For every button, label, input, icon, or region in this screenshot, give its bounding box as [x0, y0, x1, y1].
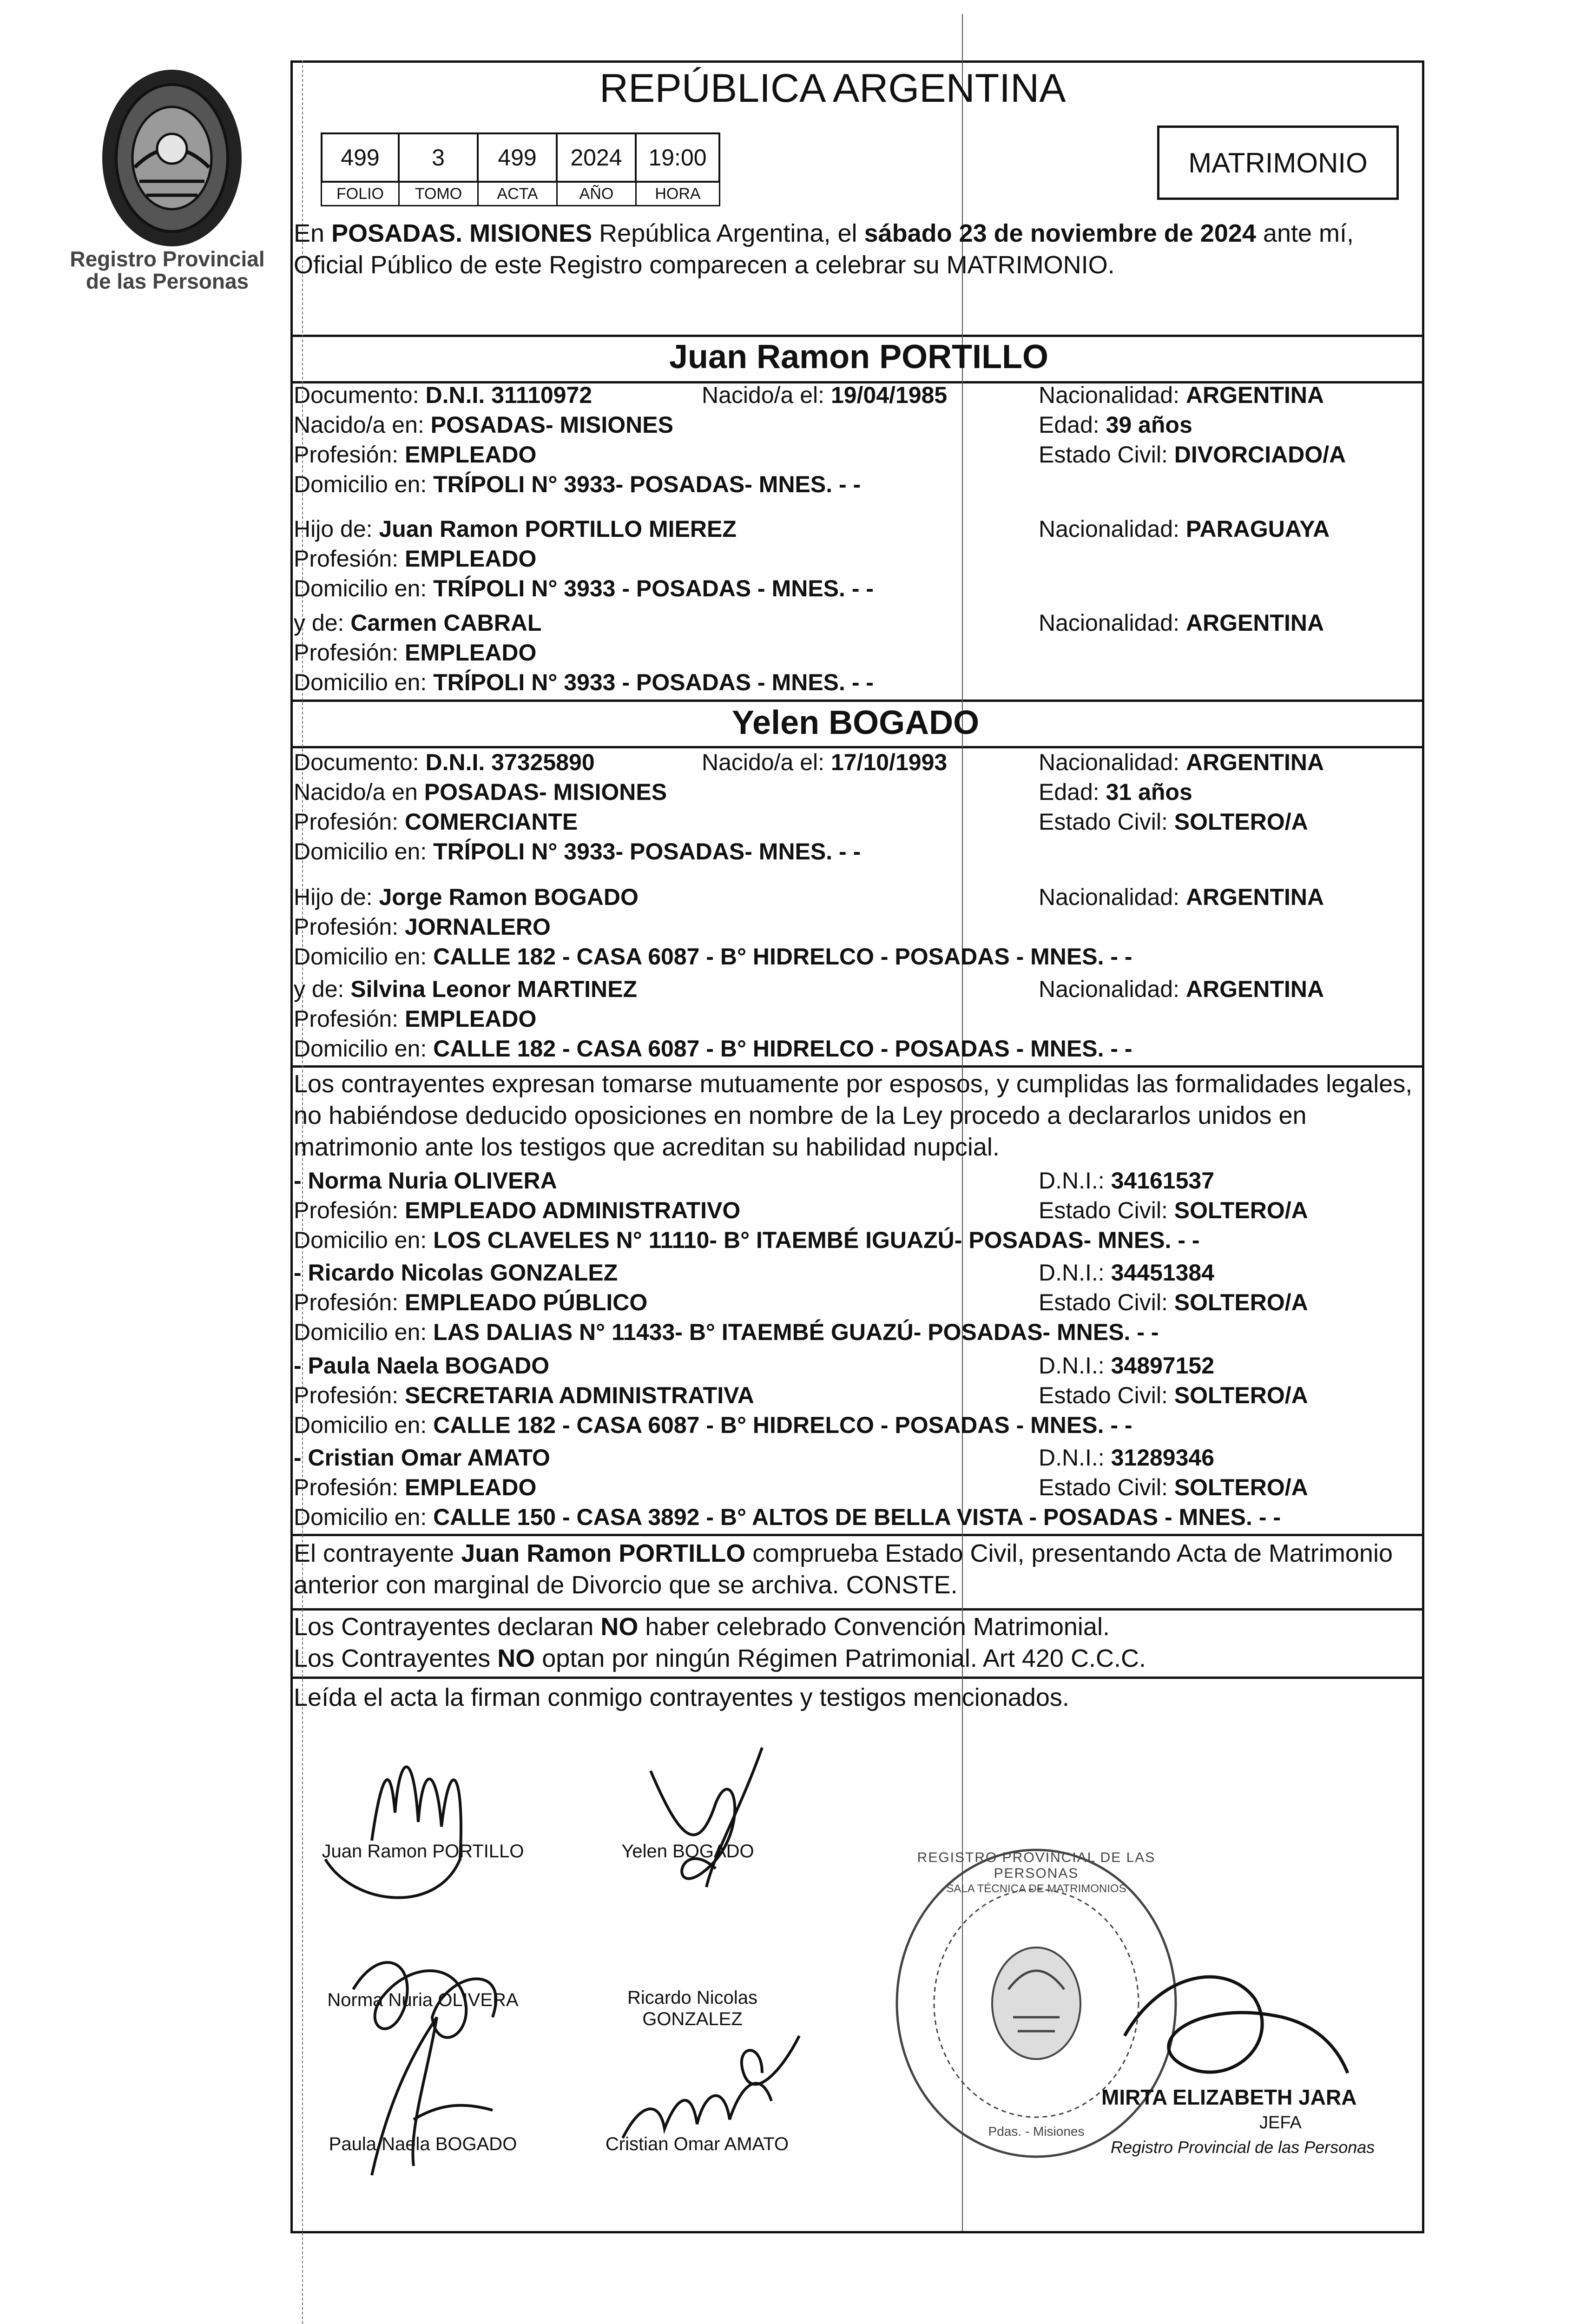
spouse2-name: Yelen BOGADO [732, 704, 980, 741]
page-title: REPÚBLICA ARGENTINA [599, 66, 1066, 111]
witness3-name: - Paula Naela BOGADO [294, 1353, 550, 1379]
spouse2-age: Edad: 31 años [1039, 779, 1192, 805]
official-office: Registro Provincial de las Personas [1111, 2138, 1375, 2157]
divider-5 [290, 1065, 1424, 1068]
stamp-bottom-text: Pdas. - Misiones [988, 2124, 1085, 2139]
spouse2-mother-profession: Profesión: EMPLEADO [294, 1006, 537, 1032]
signature-label-norma: Norma Nuria OLIVERA [327, 1990, 519, 2010]
intro-date: sábado 23 de noviembre de 2024 [864, 219, 1256, 247]
spouse1-father: Hijo de: Juan Ramon PORTILLO MIEREZ [294, 516, 737, 542]
spouse2-mother-nationality: Nacionalidad: ARGENTINA [1039, 976, 1324, 1002]
spouse2-address: Domicilio en: TRÍPOLI N° 3933- POSADAS- MNES. - - [294, 838, 861, 865]
spouse2-mother: y de: Silvina Leonor MARTINEZ [294, 976, 637, 1002]
intro-text-a: En [294, 219, 332, 247]
witness3-address: Domicilio en: CALLE 182 - CASA 6087 - B° HIDRELCO - POSADAS - MNES. - - [294, 1412, 1132, 1438]
intro-text-c: República Argentina, el [592, 219, 864, 247]
hora-value: 19:00 [637, 132, 720, 183]
spouse1-nationality: Nacionalidad: ARGENTINA [1039, 382, 1324, 408]
divider-8 [290, 1677, 1424, 1679]
seal-caption-2: de las Personas [86, 269, 249, 293]
intro-place: POSADAS. MISIONES [331, 219, 592, 247]
signature-label-cristian: Cristian Omar AMATO [605, 2134, 789, 2154]
folio-value: 499 [321, 132, 400, 183]
document-type: MATRIMONIO [1188, 147, 1368, 178]
spouse2-father-profession: Profesión: JORNALERO [294, 914, 551, 940]
official-role: JEFA [1259, 2113, 1302, 2133]
spouse1-age: Edad: 39 años [1039, 412, 1192, 438]
witness2-profession: Profesión: EMPLEADO PÚBLICO [294, 1289, 648, 1315]
regime-note: Los Contrayentes NO optan por ningún Régimen Patrimonial. Art 420 C.C.C. [294, 1644, 1146, 1672]
spouse1-father-profession: Profesión: EMPLEADO [294, 546, 537, 572]
spouse1-address: Domicilio en: TRÍPOLI N° 3933- POSADAS- MNES. - - [294, 471, 861, 497]
spouse2-father: Hijo de: Jorge Ramon BOGADO [294, 884, 639, 910]
witness4-profession: Profesión: EMPLEADO [294, 1474, 537, 1500]
spouse1-father-address: Domicilio en: TRÍPOLI N° 3933 - POSADAS - MNES. - - [294, 575, 874, 601]
spouse2-nationality: Nacionalidad: ARGENTINA [1039, 749, 1324, 775]
spouse1-mother-nationality: Nacionalidad: ARGENTINA [1039, 610, 1324, 636]
convention-note: Los Contrayentes declaran NO haber celebrado Convención Matrimonial. [294, 1613, 1110, 1641]
spouse2-birthplace: Nacido/a en POSADAS- MISIONES [294, 779, 667, 805]
spouse1-profession: Profesión: EMPLEADO [294, 442, 537, 468]
spouse2-father-address: Domicilio en: CALLE 182 - CASA 6087 - B° HIDRELCO - POSADAS - MNES. - - [294, 944, 1132, 970]
seal-caption-1: Registro Provincial [70, 247, 265, 271]
acta-label: ACTA [479, 183, 558, 206]
witness4-civil: Estado Civil: SOLTERO/A [1039, 1474, 1308, 1500]
spouse2-birthdate: Nacido/a el: 17/10/1993 [702, 749, 948, 775]
spouse2-mother-address: Domicilio en: CALLE 182 - CASA 6087 - B° HIDRELCO - POSADAS - MNES. - - [294, 1036, 1132, 1062]
signature-label-juan: Juan Ramon PORTILLO [322, 1841, 524, 1862]
record-acta [479, 132, 558, 206]
record-tomo [400, 132, 479, 206]
witness4-address: Domicilio en: CALLE 150 - CASA 3892 - B° ALTOS DE BELLA VISTA - POSADAS - MNES. - - [294, 1504, 1281, 1530]
witness1-name: - Norma Nuria OLIVERA [294, 1168, 557, 1194]
record-anio [558, 132, 637, 206]
intro-text-e: ante mí, Oficial Público de este Registro comparecen a celebrar su MATRIMONIO. [294, 219, 1354, 279]
provincial-seal [70, 60, 265, 302]
signature-juan [325, 1767, 461, 1897]
signature-cristian [623, 2083, 771, 2138]
spouse2-father-nationality: Nacionalidad: ARGENTINA [1039, 884, 1324, 910]
record-hora [637, 132, 720, 206]
witness2-name: - Ricardo Nicolas GONZALEZ [294, 1260, 618, 1286]
witness4-name: - Cristian Omar AMATO [294, 1445, 550, 1471]
anio-label: AÑO [558, 183, 637, 206]
witness1-civil: Estado Civil: SOLTERO/A [1039, 1197, 1308, 1223]
closing-text: Leída el acta la firman conmigo contrayentes y testigos mencionados. [294, 1684, 1069, 1711]
spouse2-civil-status: Estado Civil: SOLTERO/A [1039, 809, 1308, 835]
spouse2-document: Documento: D.N.I. 37325890 [294, 749, 595, 775]
spouse1-mother: y de: Carmen CABRAL [294, 610, 542, 636]
witness2-address: Domicilio en: LAS DALIAS N° 11433- B° ITAEMBÉ GUAZÚ- POSADAS- MNES. - - [294, 1319, 1159, 1345]
spouse1-birthdate: Nacido/a el: 19/04/1985 [702, 382, 948, 408]
record-folio [321, 132, 400, 206]
spouse2-profession: Profesión: COMERCIANTE [294, 809, 578, 835]
witness3-profession: Profesión: SECRETARIA ADMINISTRATIVA [294, 1382, 754, 1408]
stamp-inner-text: SALA TÉCNICA DE MATRIMONIOS [946, 1882, 1126, 1895]
witness2-dni: D.N.I.: 34451384 [1039, 1260, 1215, 1286]
witness4-dni: D.N.I.: 31289346 [1039, 1445, 1215, 1471]
signature-label-yelen: Yelen BOGADO [621, 1841, 754, 1862]
spouse1-birthplace: Nacido/a en: POSADAS- MISIONES [294, 412, 673, 438]
official-name: MIRTA ELIZABETH JARA [1101, 2085, 1357, 2109]
stamp-outer-text: REGISTRO PROVINCIAL DE LAS PERSONAS [917, 1850, 1156, 1881]
divider-7 [290, 1608, 1424, 1611]
spouse1-father-nationality: Nacionalidad: PARAGUAYA [1039, 516, 1330, 542]
spouse1-document: Documento: D.N.I. 31110972 [294, 382, 592, 408]
record-box [321, 132, 720, 206]
folio-label: FOLIO [321, 183, 400, 206]
witness1-dni: D.N.I.: 34161537 [1039, 1168, 1215, 1194]
spouse1-name: Juan Ramon PORTILLO [669, 338, 1049, 376]
signature-yelen [651, 1748, 762, 1887]
intro-paragraph [294, 218, 1416, 281]
witness2-civil: Estado Civil: SOLTERO/A [1039, 1289, 1308, 1315]
tomo-label: TOMO [400, 183, 479, 206]
divider-6 [290, 1534, 1424, 1536]
declaration-paragraph: Los contrayentes expresan tomarse mutuamente por esposos, y cumplidas las formalidades legales, no habiéndose deducido oposiciones en nombre de la Ley procedo a declararlos unidos en matrimonio ante los testigos que acreditan su habilidad nupcial. [294, 1070, 1413, 1161]
document-type-box [1157, 125, 1399, 200]
witness1-address: Domicilio en: LOS CLAVELES N° 11110- B° ITAEMBÉ IGUAZÚ- POSADAS- MNES. - - [294, 1227, 1200, 1253]
witness1-profession: Profesión: EMPLEADO ADMINISTRATIVO [294, 1197, 741, 1223]
signature-label-paula: Paula Naela BOGADO [329, 2134, 517, 2154]
spouse1-mother-address: Domicilio en: TRÍPOLI N° 3933 - POSADAS - MNES. - - [294, 669, 874, 695]
anio-value: 2024 [558, 132, 637, 183]
spouse1-mother-profession: Profesión: EMPLEADO [294, 640, 537, 666]
signature-label-ricardo: Ricardo Nicolas GONZALEZ [627, 1987, 758, 2029]
spouse1-civil-status: Estado Civil: DIVORCIADO/A [1039, 442, 1346, 468]
signature-scribbles [297, 1720, 902, 2185]
tomo-value: 3 [400, 132, 479, 183]
hora-label: HORA [637, 183, 720, 206]
civil-status-note: El contrayente Juan Ramon PORTILLO comprueba Estado Civil, presentando Acta de Matrimonio anterior con marginal de Divorcio que se archiva. CONSTE. [294, 1539, 1393, 1599]
signature-ricardo [742, 2036, 799, 2084]
witness3-civil: Estado Civil: SOLTERO/A [1039, 1382, 1308, 1408]
witness3-dni: D.N.I.: 34897152 [1039, 1353, 1215, 1379]
acta-value: 499 [479, 132, 558, 183]
